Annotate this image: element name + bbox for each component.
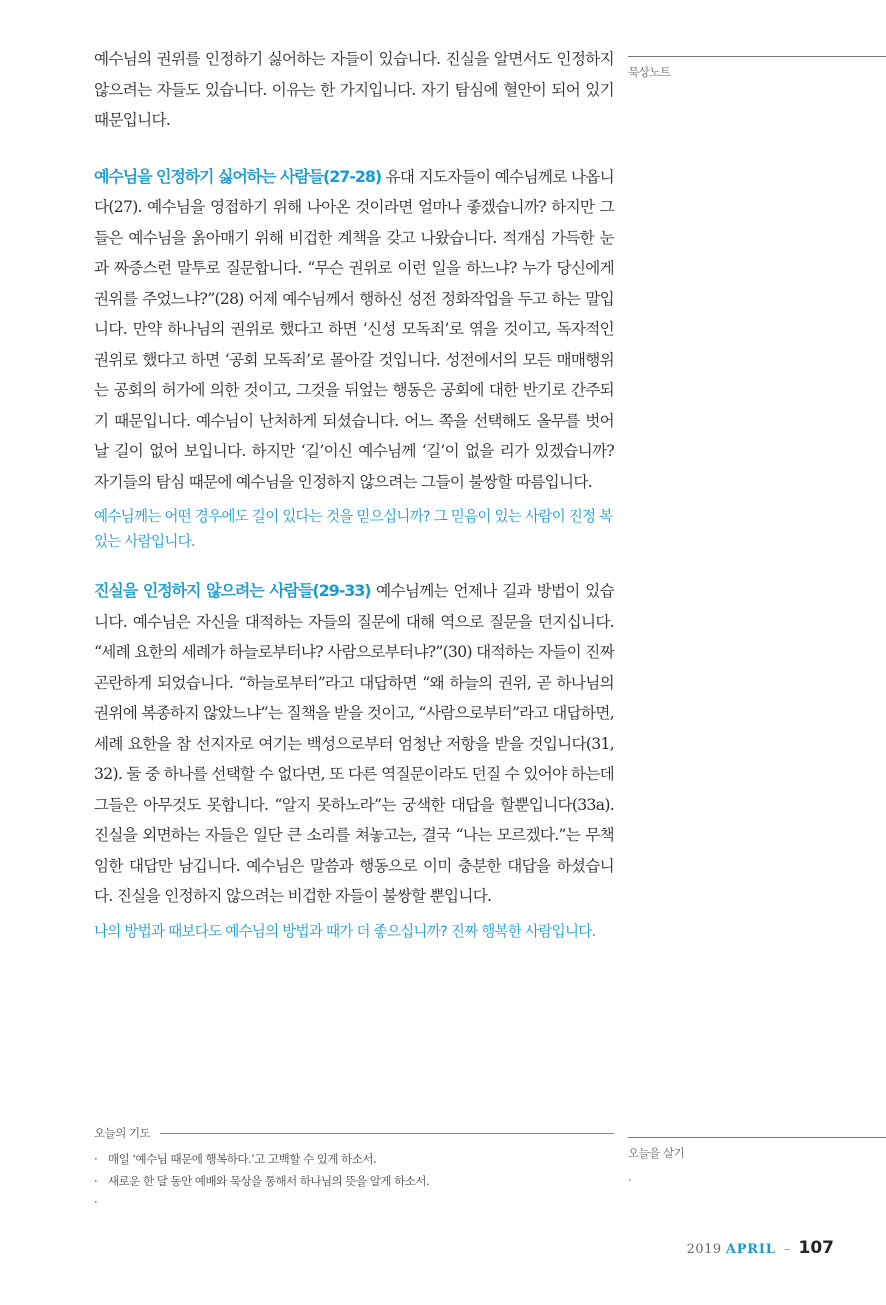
footer-separator: – bbox=[783, 1242, 791, 1257]
prayer-item-text: 매일 ‘예수님 때문에 행복하다.’고 고백할 수 있게 하소서. bbox=[108, 1152, 377, 1166]
living-divider bbox=[628, 1137, 886, 1138]
meditation-note-column bbox=[628, 56, 886, 80]
bullet-icon: · bbox=[94, 1173, 98, 1188]
intro-paragraph: 예수님의 권위를 인정하기 싫어하는 자들이 있습니다. 진실을 알면서도 인정하지 않으려는 자들도 있습니다. 이유는 한 가지입니다. 자기 탐심에 혈안이 되어 있기 때문입니다. bbox=[94, 50, 614, 129]
section-1-heading: 예수님을 인정하기 싫어하는 사람들(27-28) bbox=[94, 166, 382, 186]
meditation-note-label: 묵상노트 bbox=[628, 65, 671, 79]
prayer-title: 오늘의 기도 bbox=[94, 1126, 151, 1140]
prayer-item bbox=[94, 1192, 614, 1214]
living-today-column bbox=[628, 1137, 886, 1187]
section-1-paragraph bbox=[94, 162, 614, 498]
bullet-icon: · bbox=[628, 1173, 632, 1187]
section-1-reflection: 예수님께는 어떤 경우에도 길이 있다는 것을 믿으십니까? 그 믿음이 있는 사람이 진정 복있는 사람입니다. bbox=[94, 508, 613, 550]
prayer-divider bbox=[160, 1133, 614, 1134]
note-divider bbox=[628, 56, 886, 57]
prayer-item-text: 새로운 한 달 동안 예배와 묵상을 통해서 하나님의 뜻을 알게 하소서. bbox=[108, 1173, 430, 1188]
meditation-text bbox=[94, 44, 614, 944]
prayer-item bbox=[94, 1149, 614, 1171]
page-number: 107 bbox=[798, 1238, 834, 1258]
prayer-list bbox=[94, 1149, 614, 1214]
section-2-heading: 진실을 인정하지 않으려는 사람들(29-33) bbox=[94, 581, 371, 600]
section-2-body: 예수님께는 언제나 길과 방법이 있습니다. 예수님은 자신을 대적하는 자들의 질문에 대해 역으로 질문을 던지십니다. “세례 요한의 세례가 하늘로부터냐? 사람으로부터냐?”(30) 대적하는 자들이 진짜 곤란하게 되었습니다. “하늘로부터”라고 대답하면 “왜 하늘의 권위, 곧 하나님의 권위에 복종하지 않았느냐”는 질책을 받을 것이고, “사람으로부터”라고 대답하면, 세례 요한을 참 선지자로 여기는 백성으로부터 엄청난 저항을 받을 것입니다(31, 32). 둘 중 하나를 선택할 수 없다면, 또 다른 역질문이라도 던질 수 있어야 하는데 그들은 아무것도 못합니다. “알지 못하노라”는 궁색한 대답을 할뿐입니다(33a). 진실을 외면하는 자들은 일단 큰 소리를 쳐놓고는, 결국 “나는 모르겠다.”는 무책임한 대답만 남깁니다. 예수님은 말씀과 행동으로 이미 충분한 대답을 하셨습니다. 진실을 인정하지 않으려는 비겁한 자들이 불쌍할 뿐입니다. bbox=[94, 582, 614, 905]
section-2-paragraph bbox=[94, 576, 614, 912]
bullet-icon: · bbox=[94, 1152, 98, 1166]
prayer-item bbox=[94, 1171, 614, 1193]
section-2-reflection: 나의 방법과 때보다도 예수님의 방법과 때가 더 좋으십니까? 진짜 행복한 사람입니다. bbox=[94, 922, 596, 940]
bullet-icon: · bbox=[94, 1195, 98, 1209]
page-footer bbox=[687, 1238, 834, 1258]
footer-year: 2019 bbox=[686, 1242, 722, 1257]
todays-prayer bbox=[94, 1125, 614, 1214]
section-1-body: 유대 지도자들이 예수님께로 나옵니다(27). 예수님을 영접하기 위해 나아온 것이라면 얼마나 좋겠습니까? 하지만 그들은 예수님을 옭아매기 위해 비겁한 계책을 갖고 나왔습니다. 적개심 가득한 눈과 짜증스런 말투로 질문합니다. “무슨 권위로 이런 일을 하느냐? 누가 당신에게 권위를 주었느냐?”(28) 어제 예수님께서 행하신 성전 정화작업을 두고 하는 말입니다. 만약 하나님의 권위로 했다고 하면 ‘신성 모독죄’로 엮을 것이고, 독자적인 권위로 했다고 하면 ‘공회 모독죄’로 몰아갈 것입니다. 성전에서의 모든 매매행위는 공회의 허가에 의한 것이고, 그것을 뒤엎는 행동은 공회에 대한 반기로 간주되기 때문입니다. 예수님이 난처하게 되셨습니다. 어느 쪽을 선택해도 올무를 벗어날 길이 없어 보입니다. 하지만 ‘길’이신 예수님께 ‘길’이 없을 리가 있겠습니까? 자기들의 탐심 때문에 예수님을 인정하지 않으려는 그들이 불쌍할 따름입니다. bbox=[94, 167, 614, 491]
footer-month: APRIL bbox=[725, 1242, 776, 1257]
prayer-header bbox=[94, 1125, 614, 1141]
living-today-label: 오늘을 살기 bbox=[628, 1146, 685, 1160]
